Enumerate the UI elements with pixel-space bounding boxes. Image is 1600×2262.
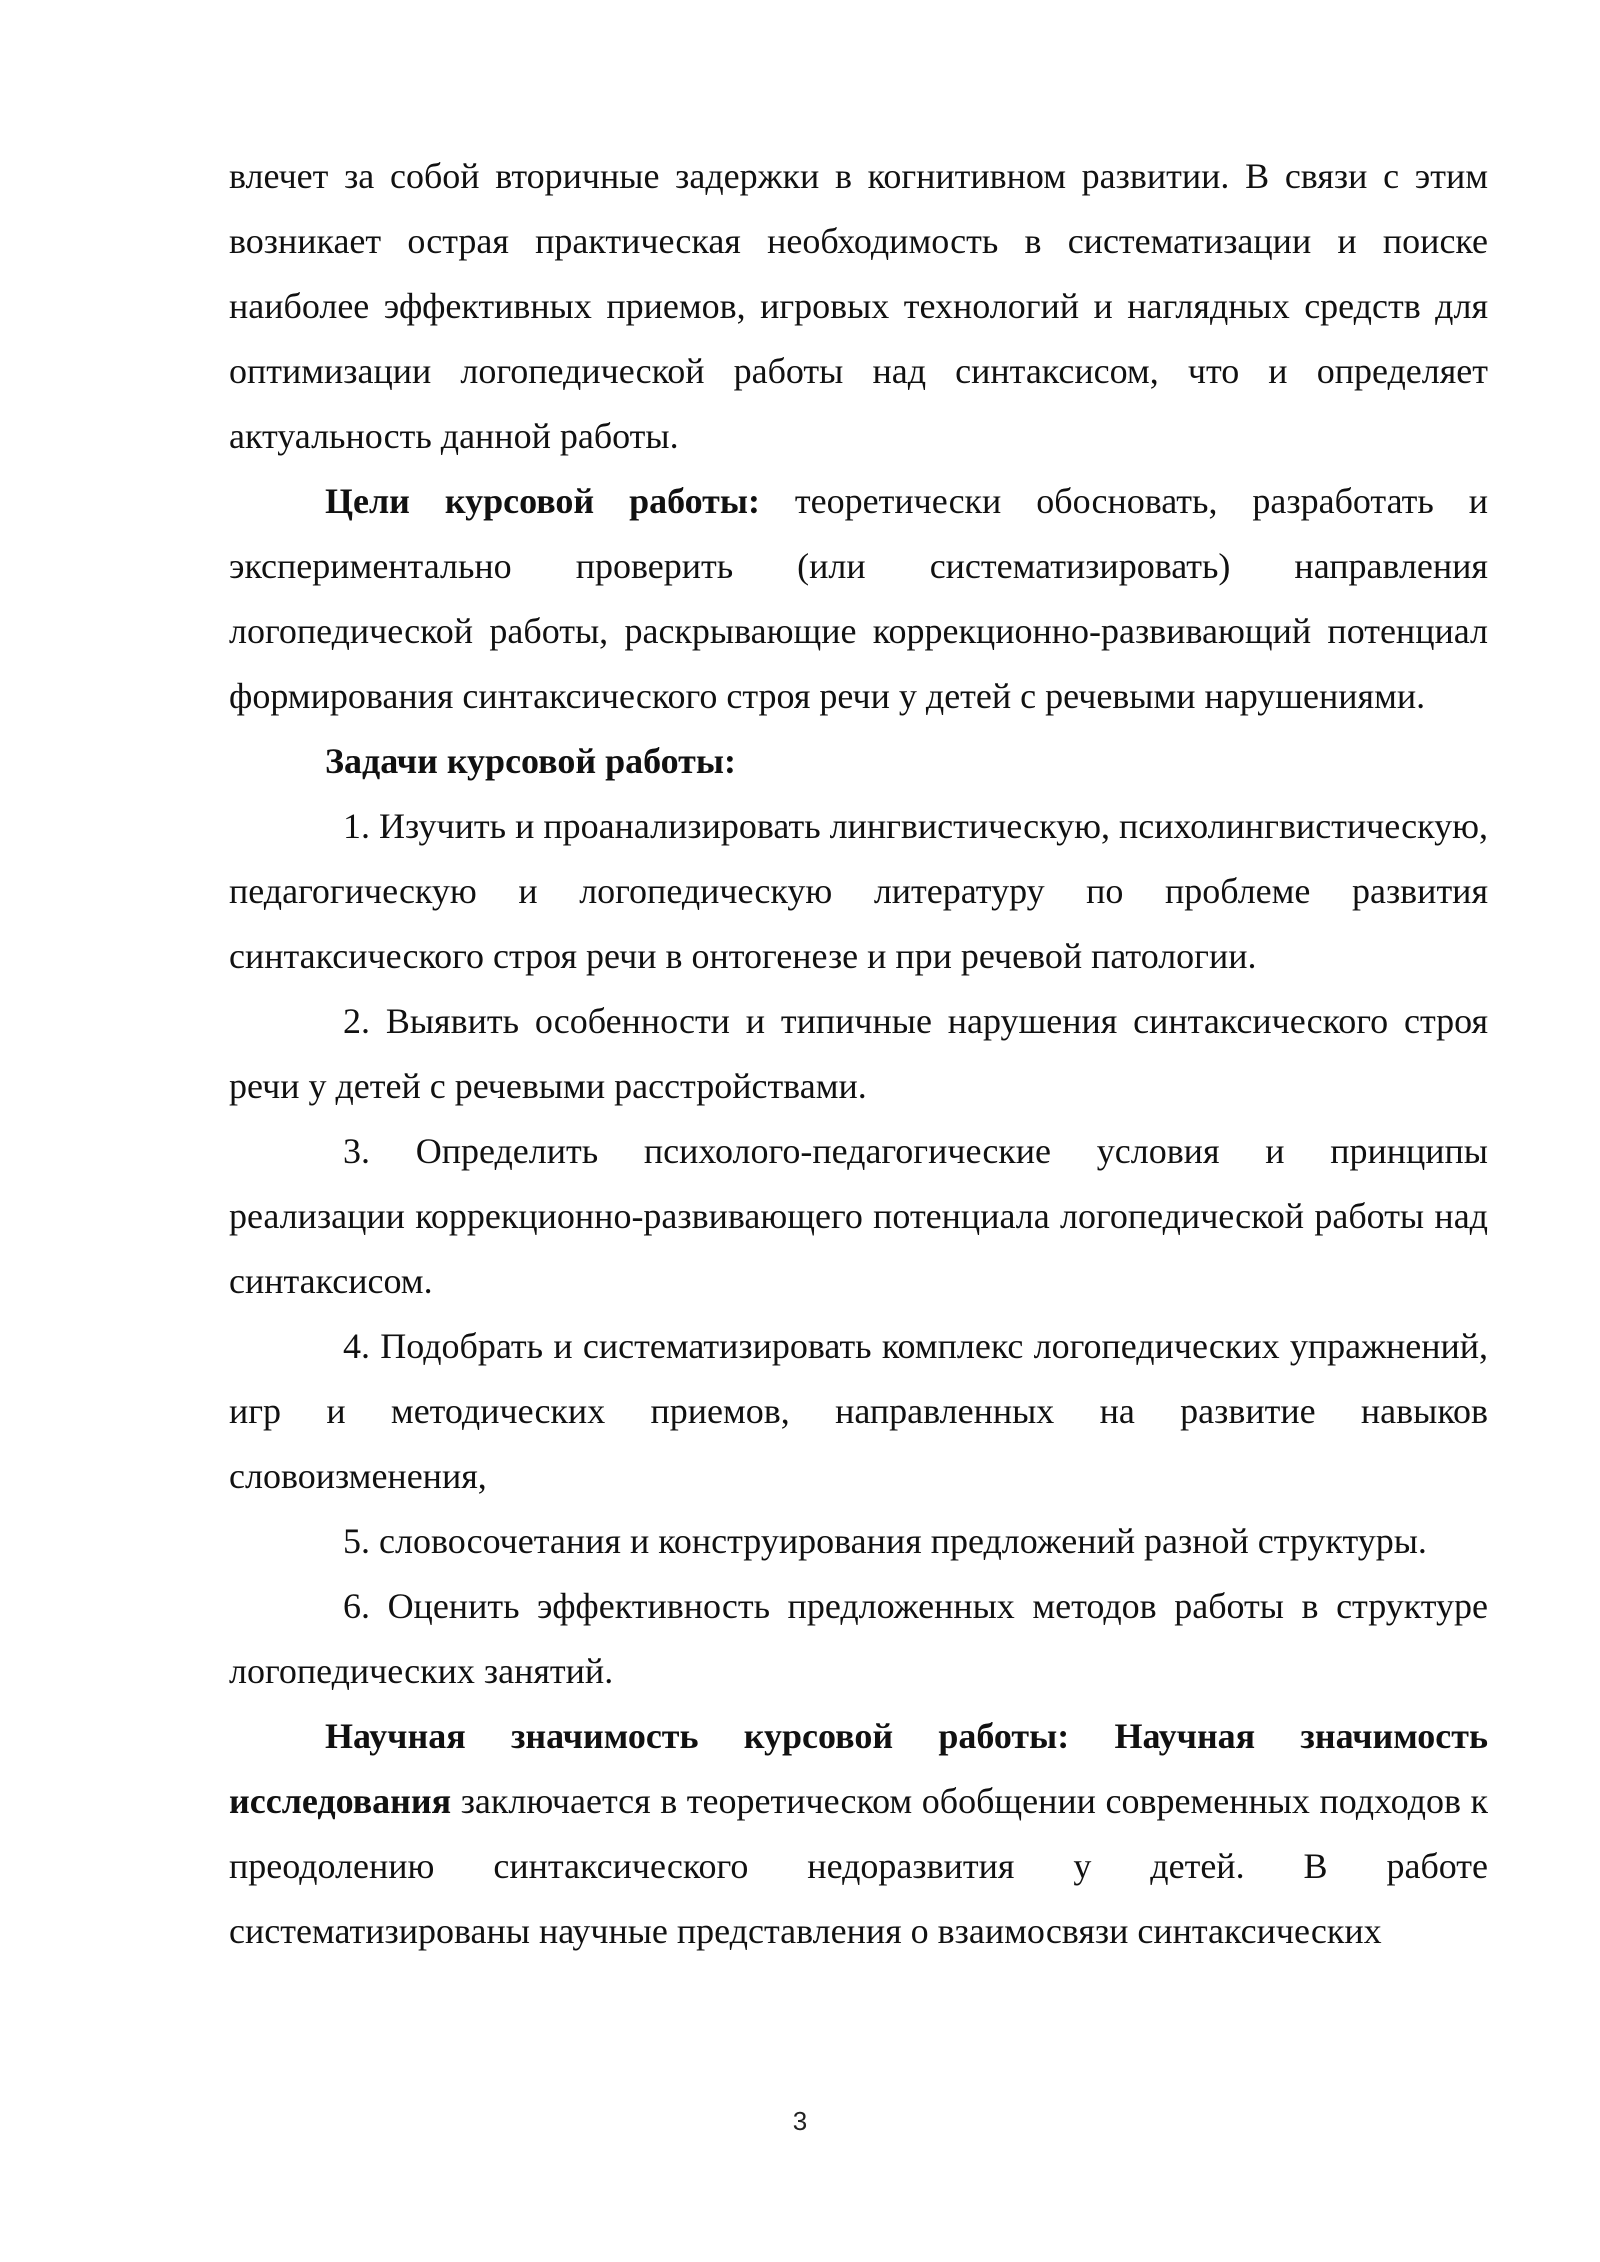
goals-heading: Цели курсовой работы: xyxy=(325,481,760,521)
task-number: 6. xyxy=(343,1586,370,1626)
task-item xyxy=(229,1574,1488,1704)
task-number: 1. xyxy=(343,806,370,846)
task-text: словосочетания и конструирования предложений разной структуры. xyxy=(379,1521,1427,1561)
task-item xyxy=(229,1509,1488,1574)
task-item xyxy=(229,1314,1488,1509)
task-number: 4. xyxy=(343,1326,370,1366)
tasks-heading xyxy=(229,729,1488,794)
task-number: 3. xyxy=(343,1131,370,1171)
task-item xyxy=(229,1119,1488,1314)
intro-paragraph: влечет за собой вторичные задержки в когнитивном развитии. В связи с этим возникает острая практическая необходимость в систематизации и поиске наиболее эффективных приемов, игровых технологий и наглядных средств для оптимизации логопедической работы над синтаксисом, что и определяет актуальность данной работы. xyxy=(229,156,1488,456)
task-item xyxy=(229,989,1488,1119)
task-text: Изучить и проанализировать лингвистическую, психолингвистическую, педагогическую и логопедическую литературу по проблеме развития синтаксического строя речи в онтогенезе и при речевой патологии. xyxy=(229,806,1489,976)
task-number: 5. xyxy=(343,1521,370,1561)
significance-heading: Научная значимость курсовой работы: Научная значимость исследования xyxy=(229,1716,1488,1821)
significance-paragraph xyxy=(229,1704,1488,1964)
task-text: Подобрать и систематизировать комплекс логопедических упражнений, игр и методических приемов, направленных на развитие навыков словоизменения, xyxy=(229,1326,1489,1496)
task-item xyxy=(229,794,1488,989)
task-number: 2. xyxy=(343,1001,370,1041)
goals-text: теоретически обосновать, разработать и экспериментально проверить (или систематизировать) направления логопедической работы, раскрывающие коррекционно-развивающий потенциал формирования синтаксического строя речи у детей с речевыми нарушениями. xyxy=(229,481,1488,716)
task-text: Оценить эффективность предложенных методов работы в структуре логопедических занятий. xyxy=(229,1586,1488,1691)
task-text: Определить психолого-педагогические условия и принципы реализации коррекционно-развивающего потенциала логопедической работы над синтаксисом. xyxy=(229,1131,1488,1301)
significance-text: заключается в теоретическом обобщении современных подходов к преодолению синтаксического недоразвития у детей. В работе систематизированы научные представления о взаимосвязи синтаксических xyxy=(229,1781,1489,1951)
page-number: 3 xyxy=(792,2106,808,2136)
page-body xyxy=(229,144,1488,1964)
task-text: Выявить особенности и типичные нарушения синтаксического строя речи у детей с речевыми расстройствами. xyxy=(229,1001,1488,1106)
tasks-heading-text: Задачи курсовой работы: xyxy=(325,741,736,781)
goals-paragraph xyxy=(229,469,1488,729)
